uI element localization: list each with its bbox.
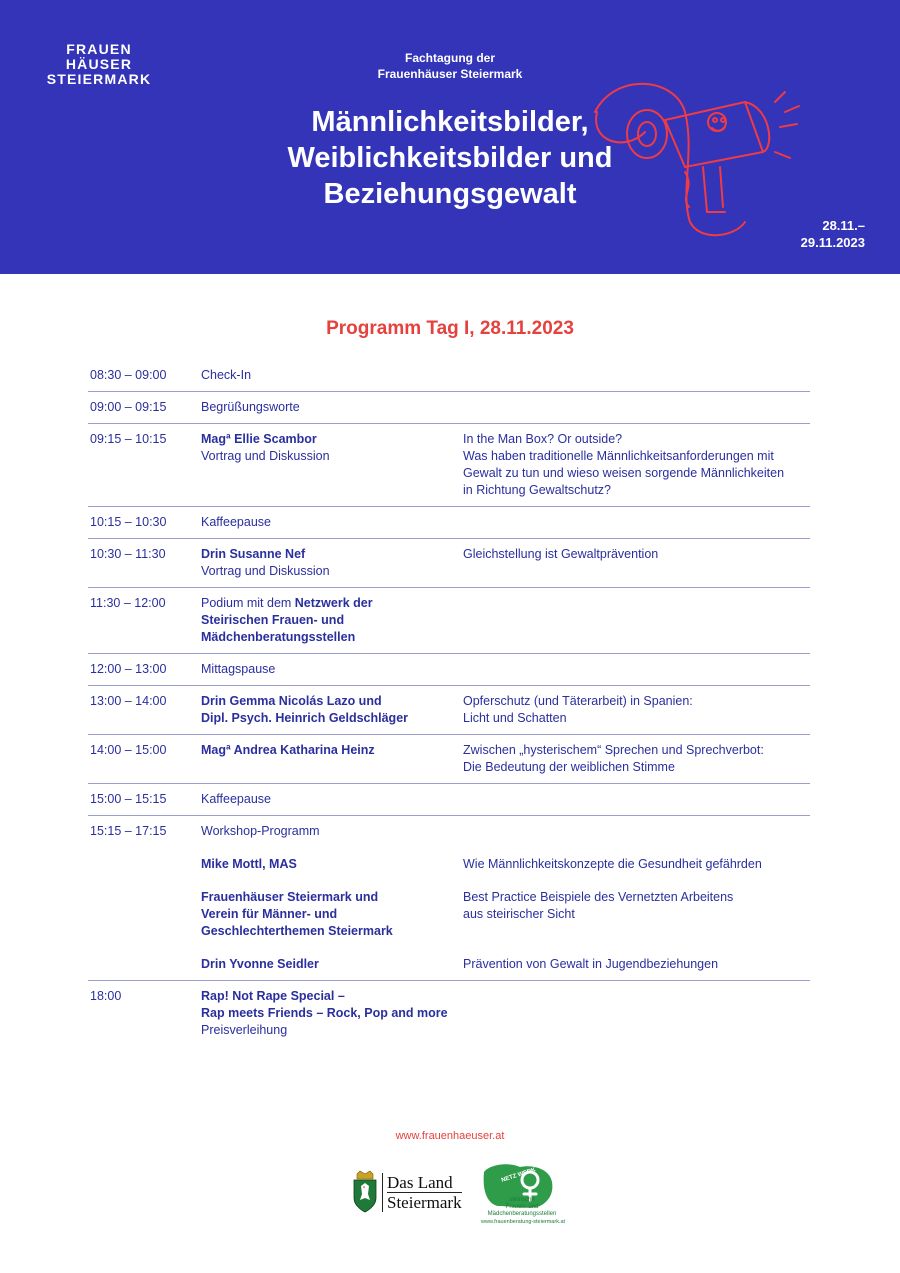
netz-badge: NETZ WERK <box>500 1167 537 1184</box>
row-activity <box>201 693 463 727</box>
row-speaker: Magª Ellie Scambor <box>201 432 317 446</box>
row-activity <box>201 546 463 580</box>
event-subtitle <box>330 50 570 82</box>
workshop-row <box>88 849 810 882</box>
podium-network: Mädchenberatungsstellen <box>201 630 356 644</box>
row-speaker: Frauenhäuser Steiermark und <box>201 890 379 904</box>
schedule-row <box>88 392 810 424</box>
megaphone-illustration <box>585 72 805 242</box>
row-activity: Kaffeepause <box>201 515 271 529</box>
schedule-row <box>88 654 810 686</box>
row-activity <box>201 742 463 776</box>
row-time: 13:00 – 14:00 <box>90 694 167 708</box>
date-line: 29.11.2023 <box>800 235 865 250</box>
description-line: in Richtung Gewaltschutz? <box>463 483 611 497</box>
logo-line: FRAUEN <box>66 41 132 57</box>
row-speaker: Verein für Männer- und <box>201 907 338 921</box>
row-speaker: Geschlechterthemen Steiermark <box>201 924 393 938</box>
row-time: 08:30 – 09:00 <box>90 368 167 382</box>
row-time: 10:30 – 11:30 <box>90 547 166 561</box>
row-description <box>463 693 810 727</box>
description-line: Was haben traditionelle Männlichkeitsanforderungen mit <box>463 449 774 463</box>
row-activity: Begrüßungsworte <box>201 400 300 414</box>
row-speaker: Mike Mottl, MAS <box>201 857 297 871</box>
row-description <box>463 546 810 580</box>
row-speaker: Rap meets Friends – Rock, Pop and more <box>201 1006 448 1020</box>
description-line: In the Man Box? Or outside? <box>463 432 623 446</box>
crest-icon <box>352 1170 378 1214</box>
description-line: Prävention von Gewalt in Jugendbeziehungen <box>463 957 719 971</box>
description-line: Licht und Schatten <box>463 711 567 725</box>
description-line: Gleichstellung ist Gewaltprävention <box>463 547 659 561</box>
row-description <box>463 856 810 873</box>
schedule-table <box>88 360 810 1046</box>
title-line: Beziehungsgewalt <box>323 178 577 210</box>
netzwerk-url[interactable]: www.frauenberatung-steiermark.at <box>481 1219 566 1225</box>
row-description <box>463 431 810 499</box>
land-line: Das Land <box>387 1172 453 1192</box>
description-line: Gewalt zu tun und wieso weisen sorgende Männlichkeiten <box>463 466 785 480</box>
row-activity: Workshop-Programm <box>201 824 320 838</box>
land-steiermark-logo <box>352 1170 462 1214</box>
row-speaker: Drin Gemma Nicolás Lazo und <box>201 694 382 708</box>
description-line: aus steirischer Sicht <box>463 907 575 921</box>
row-time: 12:00 – 13:00 <box>90 662 167 676</box>
row-time: 14:00 – 15:00 <box>90 743 167 757</box>
schedule-row <box>88 784 810 816</box>
schedule-row <box>88 507 810 539</box>
row-format: Vortrag und Diskussion <box>201 449 330 463</box>
description-line: Die Bedeutung der weiblichen Stimme <box>463 760 675 774</box>
subtitle-line: Frauenhäuser Steiermark <box>377 67 523 81</box>
netz-line: steirische <box>509 1197 535 1203</box>
logo-line: STEIERMARK <box>46 71 152 87</box>
row-activity <box>201 956 463 973</box>
row-time: 18:00 <box>90 989 122 1003</box>
row-activity <box>201 431 463 499</box>
logo-line: HÄUSER <box>65 56 133 72</box>
row-speaker: Drin Yvonne Seidler <box>201 957 319 971</box>
row-speaker: Drin Susanne Nef <box>201 547 306 561</box>
program-heading: Programm Tag I, 28.11.2023 <box>326 318 574 339</box>
row-activity: Kaffeepause <box>201 792 271 806</box>
row-speaker: Magª Andrea Katharina Heinz <box>201 743 375 757</box>
podium-prefix: Podium mit dem <box>201 596 295 610</box>
row-speaker: Rap! Not Rape Special – <box>201 989 345 1003</box>
row-format: Vortrag und Diskussion <box>201 564 330 578</box>
row-format: Preisverleihung <box>201 1023 288 1037</box>
netz-line: Frauen- und <box>505 1204 539 1210</box>
schedule-row <box>88 539 810 588</box>
website-link[interactable]: www.frauenhaeuser.at <box>395 1130 505 1142</box>
date-line: 28.11.– <box>822 218 865 233</box>
row-activity <box>201 856 463 873</box>
row-activity: Check-In <box>201 368 252 382</box>
row-time: 09:15 – 10:15 <box>90 432 167 446</box>
schedule-row <box>88 686 810 735</box>
row-time: 11:30 – 12:00 <box>90 596 166 610</box>
land-line: Steiermark <box>387 1192 462 1212</box>
schedule-row <box>88 816 810 849</box>
row-activity <box>201 988 501 1039</box>
description-line: Zwischen „hysterischem“ Sprechen und Sprechverbot: <box>463 743 764 757</box>
row-speaker: Dipl. Psych. Heinrich Geldschläger <box>201 711 409 725</box>
workshop-row <box>88 882 810 949</box>
row-description <box>463 956 810 973</box>
schedule-row <box>88 735 810 784</box>
row-time: 10:15 – 10:30 <box>90 515 167 529</box>
row-description <box>463 889 810 940</box>
title-line: Weiblichkeitsbilder und <box>287 142 613 174</box>
netz-line: Mädchenberatungsstellen <box>487 1211 557 1217</box>
description-line: Opferschutz (und Täterarbeit) in Spanien: <box>463 694 693 708</box>
frauenhaeuser-logo <box>44 42 154 87</box>
schedule-row <box>88 588 810 654</box>
row-time: 15:15 – 17:15 <box>90 824 167 838</box>
row-activity <box>201 889 463 940</box>
row-time: 09:00 – 09:15 <box>90 400 167 414</box>
subtitle-line: Fachtagung der <box>404 51 495 65</box>
netzwerk-text <box>482 1197 562 1218</box>
row-activity <box>201 595 463 646</box>
row-activity: Mittagspause <box>201 662 276 676</box>
title-line: Männlichkeitsbilder, <box>311 106 589 138</box>
land-text <box>382 1173 462 1212</box>
row-description <box>463 742 810 776</box>
description-line: Best Practice Beispiele des Vernetzten Arbeitens <box>463 890 734 904</box>
podium-network: Steirischen Frauen- und <box>201 613 345 627</box>
event-dates <box>801 217 865 251</box>
schedule-row <box>88 981 810 1046</box>
row-time: 15:00 – 15:15 <box>90 792 167 806</box>
workshop-row <box>88 949 810 981</box>
schedule-row <box>88 360 810 392</box>
podium-network: Netzwerk der <box>294 596 373 610</box>
description-line: Wie Männlichkeitskonzepte die Gesundheit gefährden <box>463 857 762 871</box>
schedule-row <box>88 424 810 507</box>
header-banner <box>0 0 900 274</box>
